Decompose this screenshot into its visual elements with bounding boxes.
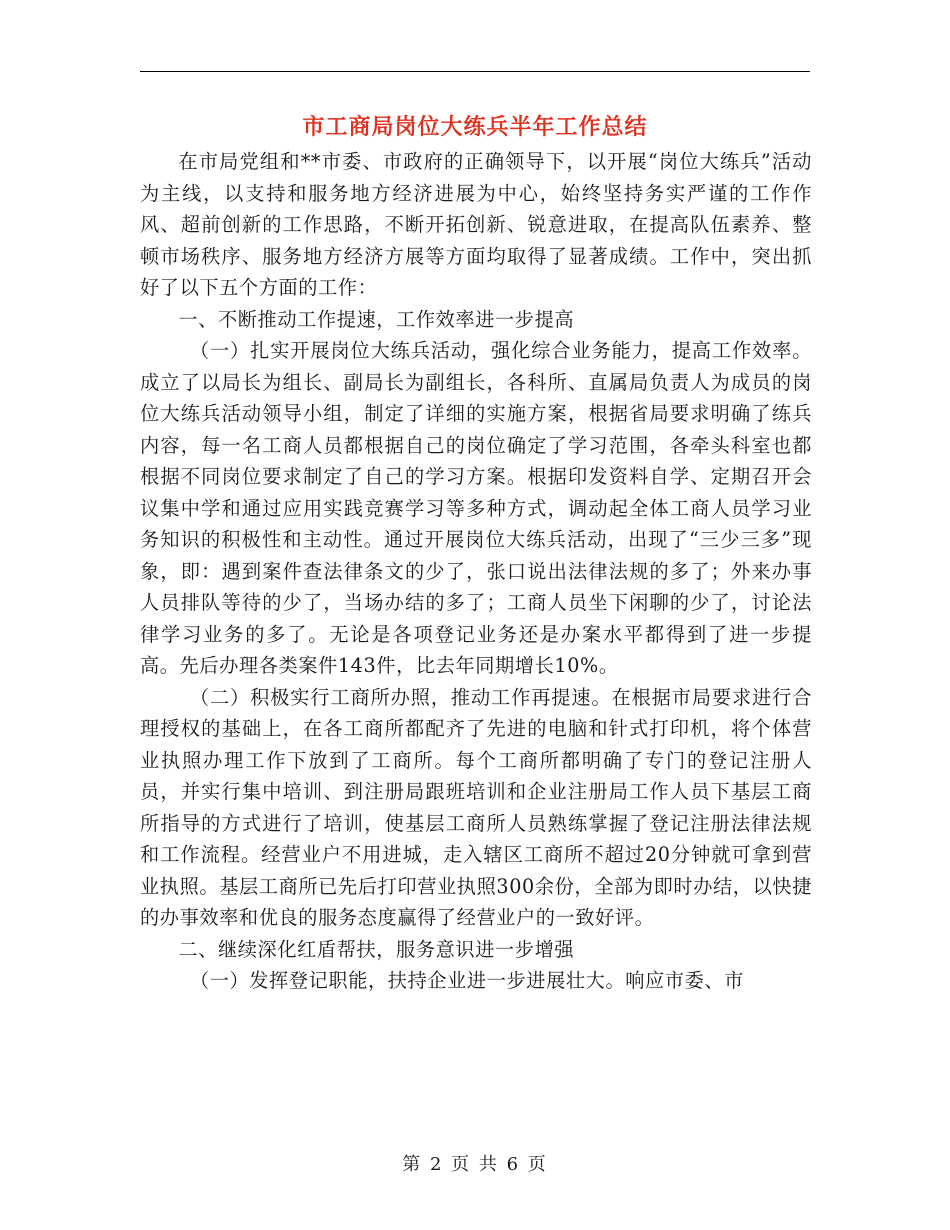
section-heading-2: 二、继续深化红盾帮扶，服务意识进一步增强 xyxy=(178,937,575,961)
document-title: 市工商局岗位大练兵半年工作总结 xyxy=(302,114,648,140)
subsection-paragraph-1-1: （一）扎实开展岗位大练兵活动，强化综合业务能力，提高工作效率。成立了以局长为组长、副局长为副组长，各科所、直属局负责人为成员的岗位大练兵活动领导小组，制定了详细的实施方案，根据省局要求明确了练兵内容，每一名工商人员都根据自己的岗位确定了学习范围，各牵头科室也都根据不同岗位要求制定了自己的学习方案。根据印发资料自学、定期召开会议集中学和通过应用实践竞赛学习等多种方式，调动起全体工商人员学习业务知识的积极性和主动性。通过开展岗位大练兵活动，出现了“三少三多”现象，即：遇到案件查法律条文的少了，张口说出法律法规的多了；外来办事人员排队等待的少了，当场办结的多了；工商人员坐下闲聊的少了，讨论法律学习业务的多了。无论是各项登记业务还是办案水平都得到了进一步提高。先后办理各类案件143件，比去年同期增长10%。 xyxy=(140,339,812,677)
header-rule xyxy=(140,71,810,72)
page-number: 第 2 页 共 6 页 xyxy=(402,1154,548,1175)
document-body xyxy=(140,146,812,997)
subsection-paragraph-2-1: （一）发挥登记职能，扶持企业进一步进展壮大。响应市委、市 xyxy=(189,969,744,992)
section-heading-1: 一、不断推动工作提速，工作效率进一步提高 xyxy=(178,307,575,331)
subsection-paragraph-1-2: （二）积极实行工商所办照，推动工作再提速。在根据市局要求进行合理授权的基础上，在各工商所都配齐了先进的电脑和针式打印机，将个体营业执照办理工作下放到了工商所。每个工商所都明确了专门的登记注册人员，并实行集中培训、到注册局跟班培训和企业注册局工作人员下基层工商所指导的方式进行了培训，使基层工商所人员熟练掌握了登记注册法律法规和工作流程。经营业户不用进城，走入辖区工商所不超过20分钟就可拿到营业执照。基层工商所已先后打印营业执照300余份，全部为即时办结，以快捷的办事效率和优良的服务态度赢得了经营业户的一致好评。 xyxy=(140,685,812,929)
intro-paragraph: 在市局党组和**市委、市政府的正确领导下，以开展“岗位大练兵”活动为主线，以支持和服务地方经济进展为中心，始终坚持务实严谨的工作作风、超前创新的工作思路，不断开拓创新、锐意进取，在提高队伍素养、整顿市场秩序、服务地方经济方展等方面均取得了显著成绩。工作中，突出抓好了以下五个方面的工作： xyxy=(140,150,812,299)
